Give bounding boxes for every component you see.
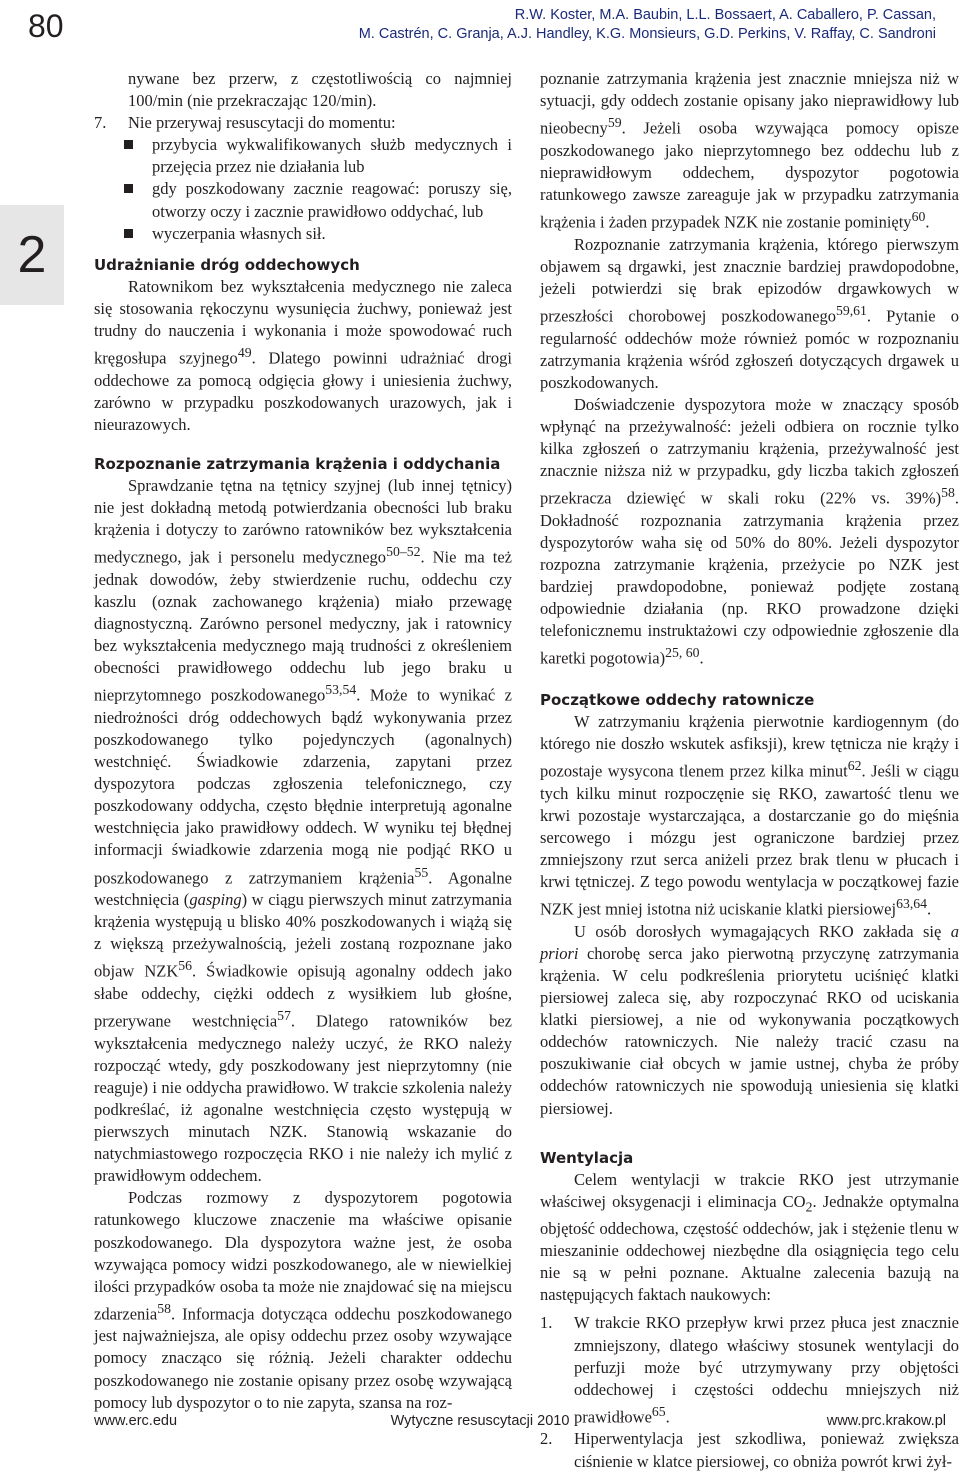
section-heading-initial-breaths: Początkowe oddechy ratownicze	[540, 690, 815, 709]
list-item-text: Nie przerywaj resuscytacji do momentu:	[128, 113, 396, 133]
paragraph: W zatrzymaniu krążenia pierwotnie kardiogennym (do którego nie doszło wskutek asfiksji), krew tętnicza nie krąży i pozostaje wysycona tlenem przez kilka minut$^{62}$. Jeśli w ciągu tych kilku minut rozpoczęnie się RKO, zawartość tlenu we krwi pozostaje wystarczająca, a dostarczanie go do mięśnia sercowego i mózgu jest ograniczone bardziej przez zmniejszony rzut serca aniżeli przez brak tlenu w płucach i krwi tętniczej. Z tego powodu wentylacja w początkowej fazie NZK jest mniej istotna niż uciskanie klatki piersiowej$^{63,64}$.	[540, 711, 960, 919]
paragraph: Ratownikom bez wykształcenia medycznego nie zaleca się stosowania rękoczynu wysunięcia żuchwy, ponieważ jest trudny do nauczenia i wykonania i może spowodować ruch kręgosłupa szyjnego$^{49}$. Dlatego powinni udrażniać drogi oddechowe za pomocą odgięcia głowy i uniesienia żuchwy, zarówno w przypadku poszkodowanych urazowych, jak i nieurazowych.	[94, 276, 512, 434]
bullet-item: wyczerpania własnych sił.	[152, 223, 512, 245]
bullet-list	[94, 134, 512, 244]
square-bullet-icon	[124, 229, 133, 238]
paragraph: Celem wentylacji w trakcie RKO jest utrzymanie właściwej oksygenacji i eliminacja $CO_2$. Jednakże optymalna objętość oddechowa, częstość oddechów, jak i stężenie tlenu w mieszaninie oddechowej niezbędne dla osiągnięcia tego celu nie są w pełni poznane. Aktualne zalecenia bazują na następujących faktach naukowych:	[540, 1169, 959, 1305]
footer-title: Wytyczne resuscytacji 2010	[390, 1413, 570, 1429]
list-continuation: nywane bez przerw, z częstotliwością co najmniej 100/min (nie przekraczając 120/min).	[128, 69, 512, 111]
right-column	[540, 68, 959, 1473]
list-item: 1. W trakcie RKO przepływ krwi przez płuca jest znacznie zmniejszony, dlatego właściwy stosunek wentylacji do perfuzji może być utrzymywany przy objętości oddechowej i częstości oddechu mniejszych niż prawidłowe$^{65}$.	[540, 1313, 959, 1427]
left-column	[94, 68, 512, 1414]
footer-right-url: www.prc.krakow.pl	[826, 1413, 946, 1429]
section-heading-recognition: Rozpoznanie zatrzymania krążenia i oddychania	[94, 454, 501, 473]
paragraph: poznanie zatrzymania krążenia jest znacznie mniejsza niż w sytuacji, gdy oddech zostanie opisany jako nieprawidłowy lub nieobecny$^{59}$. Jeżeli osoba wzywająca pomocy opisze poszkodowanego jako nieprzytomnego bez oddechu lub z nieprawidłowym oddechem, dyspozytor pogotowia ratunkowego zawsze zareaguje jak w przypadku zatrzymania krążenia i żaden przypadek NZK nie zostanie pominięty$^{60}$.	[540, 69, 959, 232]
authors-line-2: M. Castrén, C. Granja, A.J. Handley, K.G. Monsieurs, G.D. Perkins, V. Raffay, C. Sandroni	[358, 26, 936, 42]
authors-line-1: R.W. Koster, M.A. Baubin, L.L. Bossaert, A. Caballero, P. Cassan,	[514, 7, 936, 23]
running-header-authors	[156, 6, 936, 44]
paragraph: Doświadczenie dyspozytora może w znaczący sposób wpłynąć na przeżywalność: jeżeli odbiera on rocznie tylko kilka zgłoszeń o zatrzymaniu krążenia, przeżywalność jest znacznie niższa niż w przypadku, gdy liczba takich zgłoszeń przekracza dziewięć w skali roku (22% vs. 39%)$^{58}$. Dokładność rozpoznania zatrzymania krążenia przez dyspozytorów waha się od 50% do 80%. Jeżeli dyspozytor rozpozna zatrzymanie krążenia, przeżycie po NZK jest bardziej prawdopodobne, ponieważ podjęte zostaną odpowiednie działania (np. RKO prowadzone dzięki telefonicznemu instruktażowi czy odpowiednie zgłoszenie dla karetki pogotowia)$^{25, 60}$.	[540, 394, 959, 668]
chapter-tab: 2	[0, 205, 64, 305]
square-bullet-icon	[124, 140, 133, 149]
footer-left-url: www.erc.edu	[94, 1413, 178, 1429]
paragraph: Rozpoznanie zatrzymania krążenia, którego pierwszym objawem są drgawki, jest znacznie bardziej prawdopodobne, jeżeli potwierdzi się brak epizodów drgawkowych w przeszłości chorobowej poszkodowanego$^{59,61}$. Pytanie o regularność oddechów może również pomóc w rozpoznaniu zatrzymania krążenia wśród zgłoszeń dotyczących drgawek u poszkodowanych.	[540, 234, 959, 392]
page-number: 80	[28, 8, 64, 44]
list-item-7	[94, 112, 512, 134]
list-number: 7.	[94, 113, 107, 133]
square-bullet-icon	[124, 184, 133, 193]
paragraph: Sprawdzanie tętna na tętnicy szyjnej (lub innej tętnicy) nie jest dokładną metodą potwierdzania obecności lub braku krążenia i dotyczy to zarówno ratowników bez wykształcenia medycznego, jak i personelu medycznego$^{50-52}$. Nie ma też jednak dowodów, żeby stwierdzenie ruchu, oddechu czy kaszlu (oznak zachowanego krążenia) miało przewagę diagnostyczną. Zarówno personel medyczny, jak i ratownicy bez wykształcenia medycznego mają trudności z określeniem obecności prawidłowego oddechu lub jego braku u nieprzytomnego poszkodowanego$^{53,54}$. Może to wynikać z niedrożności dróg oddechowych bądź wykonywania przez poszkodowanego tylko pojedynczych (agonalnych) westchnięć. Świadkowie zdarzenia, zapytani przez dyspozytora podczas zgłoszenia telefonicznego, czy poszkodowany oddycha, często błędnie interpretują agonalne westchnięcia jako prawidłowy oddech. W wyniku tej błędnej informacji świadkowie zdarzenia mogą nie podjąć RKO u poszkodowanego z zatrzymaniem krążenia$^{55}$. Agonalne westchnięcia (gasping) w ciągu pierwszych minut zatrzymania krążenia występują u blisko 40% poszkodowanych i wiążą się z większą przeżywalnością, jeżeli zostaną rozpoznane jako objaw NZK$^{56}$. Świadkowie opisują agonalny oddech jako słabe oddechy, ciężki oddech z wysiłkiem lub głośne, przerywane westchnięcia$^{57}$. Dlatego ratowników bez wykształcenia medycznego należy uczyć, że RKO należy rozpocząć wtedy, gdy poszkodowany jest nieprzytomny (nie reaguje) i nie oddycha prawidłowo. W trakcie szkolenia należy podkreślać, iż agonalne westchnięcia często występują w pierwszych minutach NZK. Stanowią wskazanie do natychmiastowego rozpoczęcia RKO i nie należy ich mylić z prawidłowym oddechem.	[94, 475, 513, 1186]
list-item: 2. Hiperwentylacja jest szkodliwa, ponieważ zwiększa ciśnienie w klatce piersiowej, co obniża powrót krwi żył-	[540, 1429, 959, 1471]
section-heading-airway: Udrażnianie dróg oddechowych	[94, 255, 360, 274]
numbered-list	[540, 1312, 959, 1472]
bullet-item: gdy poszkodowany zacznie reagować: poruszy się, otworzy oczy i zacznie prawidłowo oddychać, lub	[152, 178, 512, 222]
paragraph: U osób dorosłych wymagających RKO zakłada się a priori chorobę serca jako pierwotną przyczynę zatrzymania krążenia. W celu podkreślenia priorytetu uciśnięć klatki piersiowej zaleca się, aby rozpoczynać RKO od uciskania klatki piersiowej, a nie od wykonywania początkowych oddechów ratowniczych. Nie należy tracić czasu na poszukiwanie ciał obcych w jamie ustnej, chyba że próby oddechów ratowniczych nie spowodują uniesienia się klatki piersiowej.	[540, 921, 959, 1118]
bullet-item: przybycia wykwalifikowanych służb medycznych i przejęcia przez nie działania lub	[152, 134, 512, 178]
section-heading-ventilation: Wentylacja	[540, 1148, 634, 1167]
paragraph: Podczas rozmowy z dyspozytorem pogotowia ratunkowego kluczowe znaczenie ma właściwe opisanie poszkodowanego. Dla dyspozytora ważne jest, że osoba wzywająca pomocy widzi poszkodowanego, ale w niewielkiej ilości przypadków osoba ta może nie znajdować się na miejscu zdarzenia$^{58}$. Informacja dotycząca oddechu poszkodowanego jest najważniejsza, ale opisy oddechu przez osoby wzywające pomocy znacząco się różnią. Jeżeli charakter oddechu poszkodowanego nie zostanie opisany przez osobę wzywającą pomocy lub dyspozytor o to nie zapyta, szansa na roz-	[94, 1188, 512, 1412]
